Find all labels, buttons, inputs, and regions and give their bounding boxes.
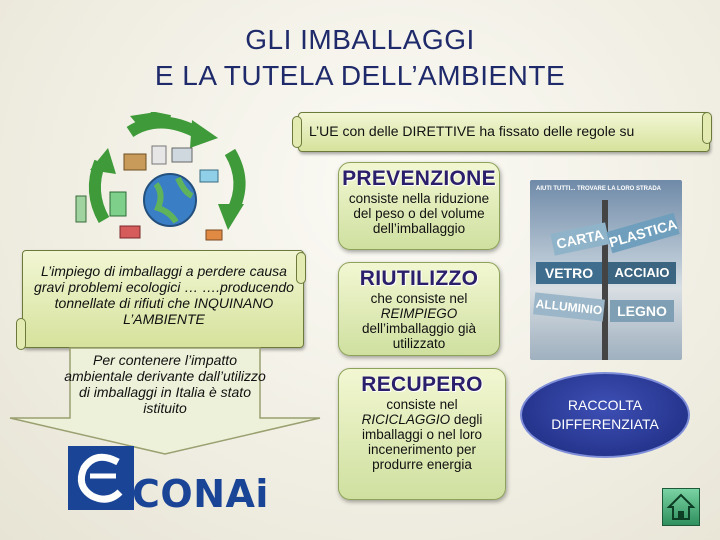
scroll-curl-right bbox=[702, 112, 712, 144]
riutilizzo-title: RIUTILIZZO bbox=[359, 267, 479, 290]
prevenzione-text: consiste nella riduzione del peso o del volume dell’imballaggio bbox=[348, 191, 490, 236]
card-prevenzione bbox=[338, 162, 500, 250]
riutilizzo-text-before: che consiste nel bbox=[370, 291, 468, 306]
riutilizzo-text-after: dell’imballaggio già utilizzato bbox=[361, 321, 477, 351]
page-title bbox=[0, 22, 720, 94]
raccolta-differenziata-ellipse bbox=[520, 372, 690, 458]
sign-vetro: VETRO bbox=[536, 262, 602, 284]
scroll-curl-left bbox=[292, 116, 302, 148]
recupero-emphasis: RICICLAGGIO bbox=[361, 412, 451, 427]
directive-scroll bbox=[298, 112, 710, 152]
sign-legno: LEGNO bbox=[610, 300, 674, 322]
title-line-2: E LA TUTELA DELL’AMBIENTE bbox=[154, 60, 566, 91]
card-riutilizzo bbox=[338, 262, 500, 356]
recupero-text bbox=[339, 397, 505, 472]
raccolta-text bbox=[551, 396, 659, 434]
prevenzione-title: PREVENZIONE bbox=[342, 167, 496, 190]
riutilizzo-emphasis: REIMPIEGO bbox=[380, 306, 458, 321]
sign-carta: CARTA bbox=[550, 222, 609, 255]
sign-alluminio: ALLUMINIO bbox=[533, 292, 605, 321]
directive-text: L’UE con delle DIRETTIVE ha fissato delle regole su bbox=[309, 123, 635, 139]
card-recupero bbox=[338, 368, 506, 500]
problem-text: L’impiego di imballaggi a perdere causa gravi problemi ecologici … ….producendo tonnellate di rifiuti che INQUINANO L’AMBIENTE bbox=[34, 263, 294, 327]
riutilizzo-text bbox=[339, 291, 499, 351]
recupero-text-after: degli imballaggi o nel loro incenerimento per produrre energia bbox=[361, 412, 483, 472]
sign-plastica: PLASTICA bbox=[606, 213, 679, 253]
title-line-1: GLI IMBALLAGGI bbox=[245, 24, 475, 55]
home-button[interactable] bbox=[662, 488, 700, 526]
recycling-illustration bbox=[60, 112, 260, 252]
recupero-title: RECUPERO bbox=[361, 373, 483, 396]
conai-logo-text: CONAi bbox=[132, 472, 269, 516]
raccolta-line-1: RACCOLTA bbox=[567, 397, 643, 413]
sign-acciaio: ACCIAIO bbox=[608, 262, 676, 284]
conai-logo-mark bbox=[68, 446, 134, 510]
signpost-header: AIUTI TUTTI... TROVARE LA LORO STRADA bbox=[536, 186, 661, 192]
problem-scroll bbox=[22, 250, 304, 348]
scroll-curl-right-2 bbox=[296, 252, 306, 284]
home-icon bbox=[663, 489, 699, 525]
recupero-text-before: consiste nel bbox=[386, 397, 458, 412]
raccolta-line-2: DIFFERENZIATA bbox=[551, 416, 659, 432]
signpost-image bbox=[530, 180, 682, 360]
arrow-note: Per contenere l’impatto ambientale derivante dall’utilizzo di imballaggi in Italia è stato istituito bbox=[64, 352, 266, 416]
